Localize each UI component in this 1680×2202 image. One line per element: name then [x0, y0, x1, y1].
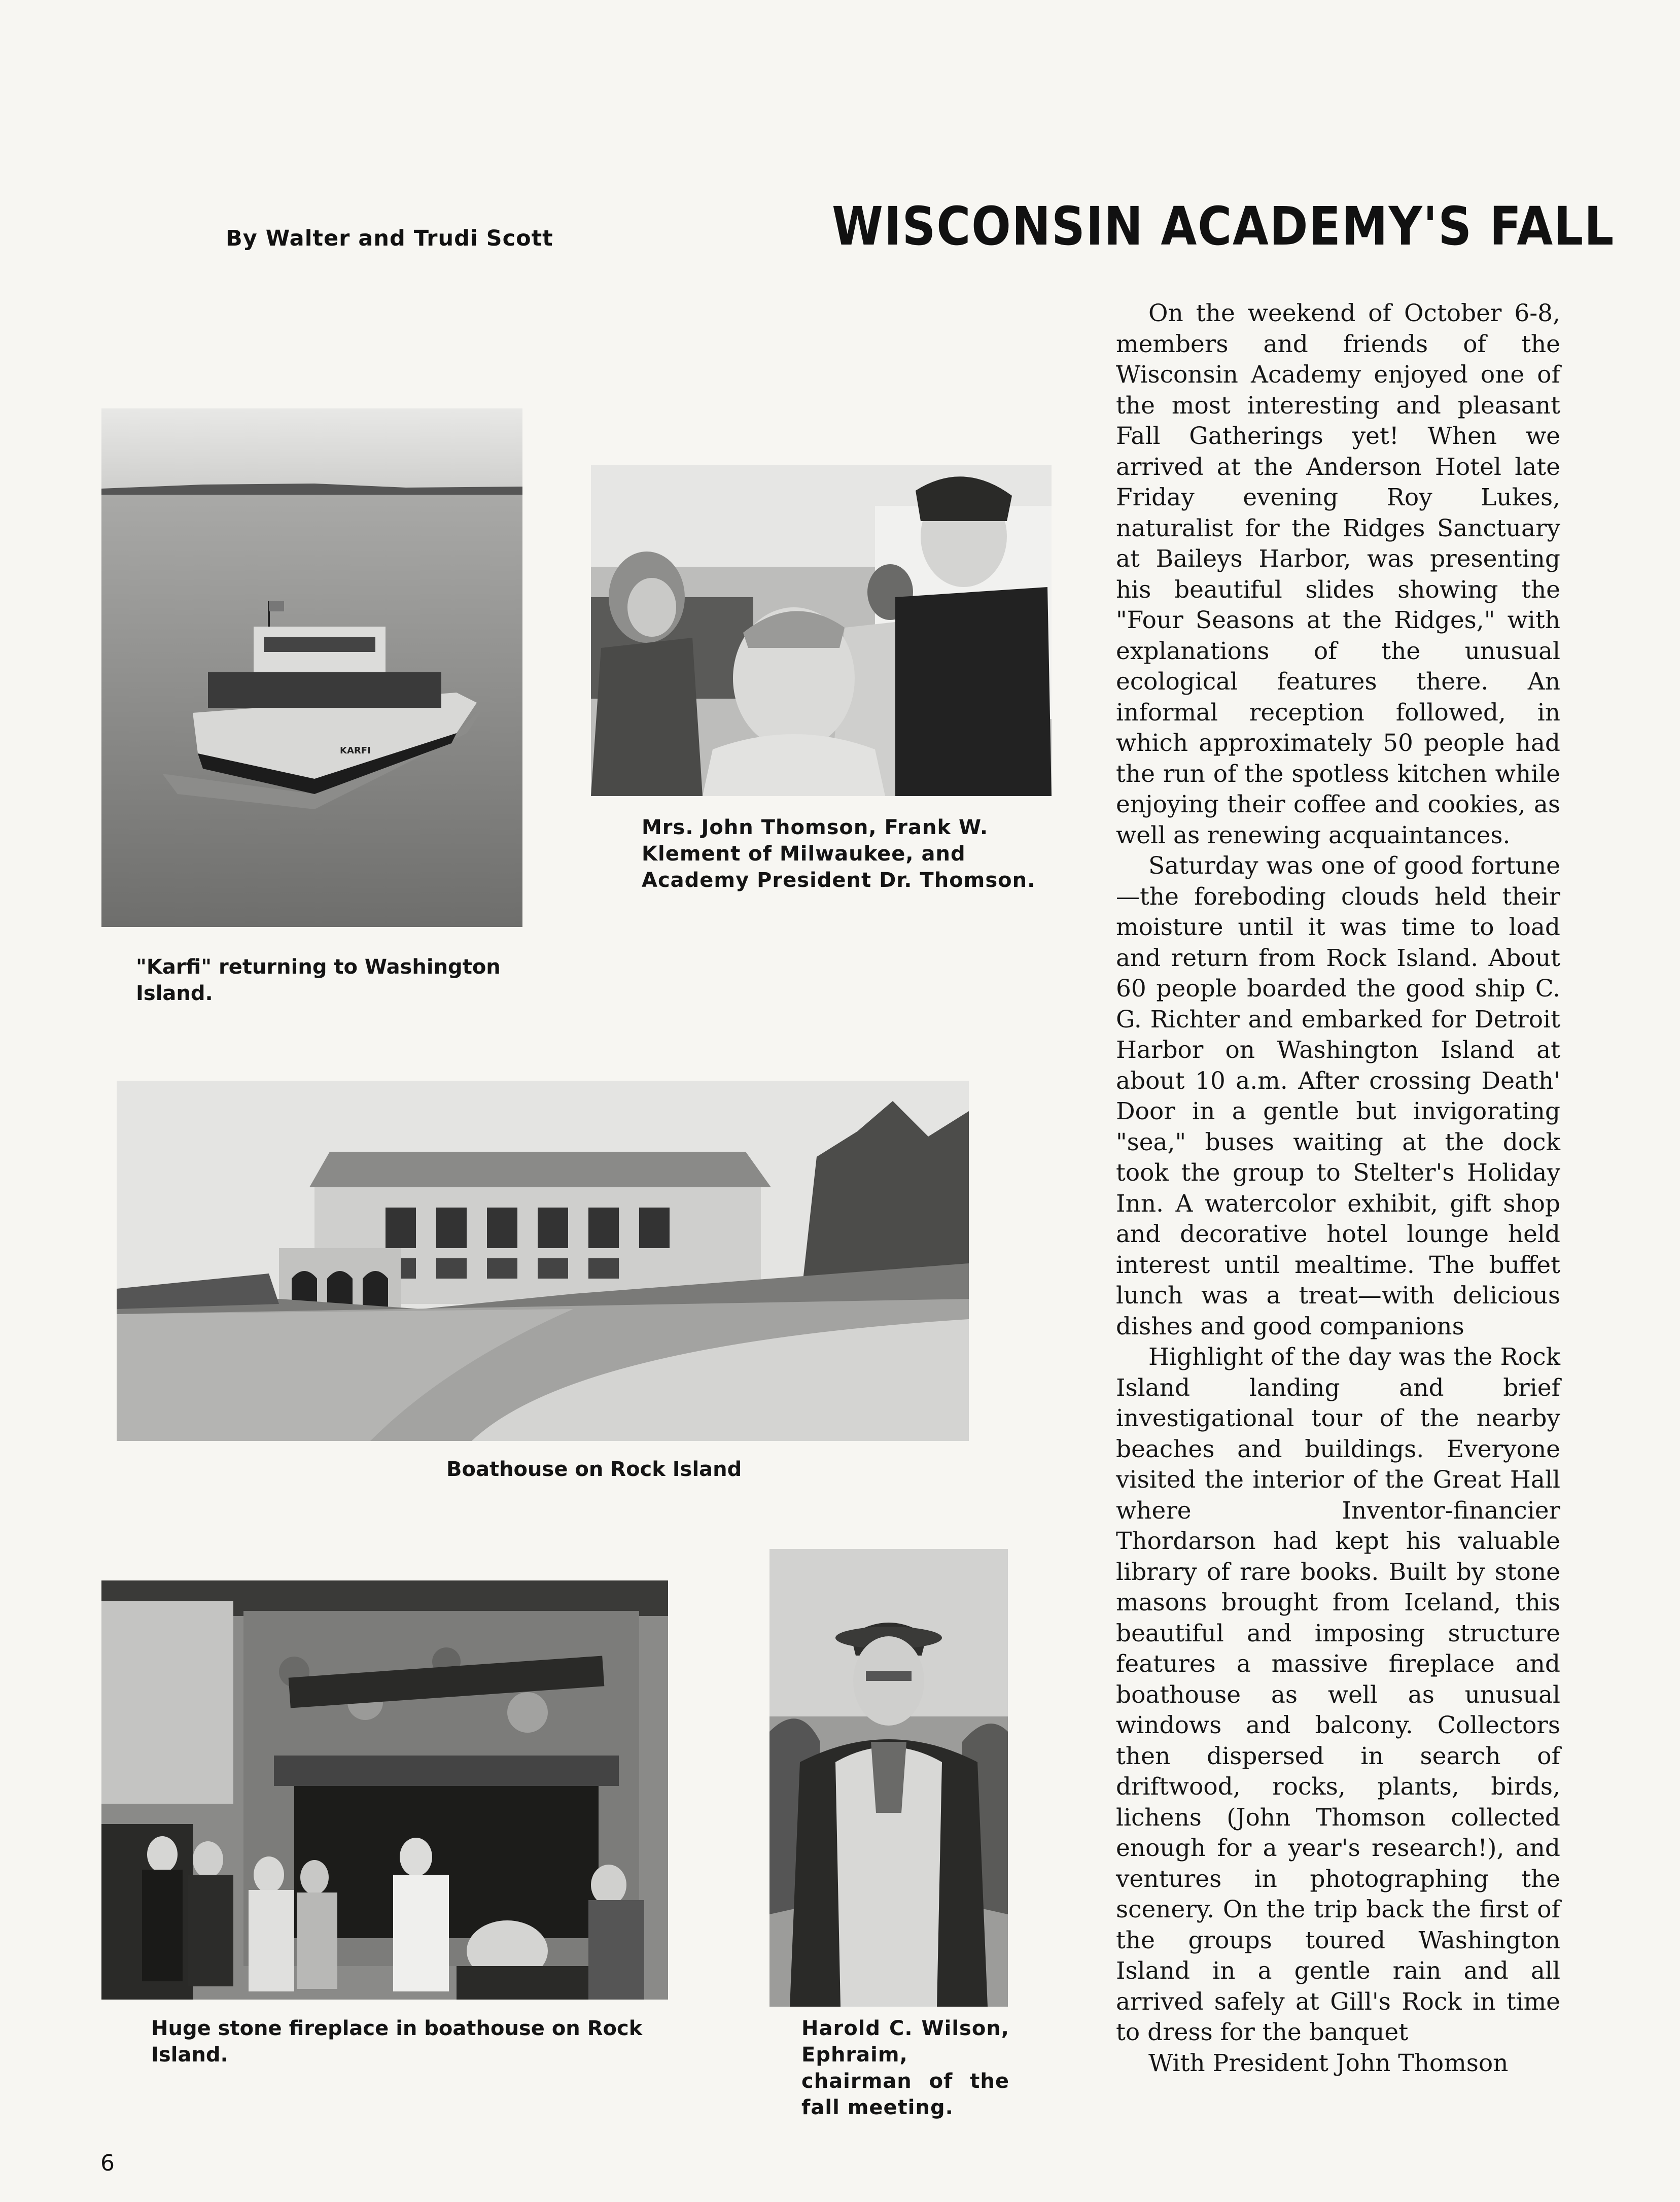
- byline: By Walter and Trudi Scott: [226, 226, 553, 251]
- article-paragraph: With President John Thomson: [1148, 2049, 1509, 2077]
- caption-karfi: "Karfi" returning to Washington Island.: [136, 955, 501, 1005]
- photo-boathouse: [117, 1081, 969, 1441]
- photo-group-portrait: [591, 465, 1052, 796]
- article-paragraph: Highlight of the day was the Rock Island landing and brief investigational tour of the nearby beaches and buildings. Everyone visited the interior of the Great Hall where Inventor-financier Thordarson had kept his valuable library of rare books. Built by stone masons brought from Iceland, this beautiful and imposing structure features a massive fireplace and boathouse as well as unusual windows and balcony. Collectors then dispersed in search of driftwood, rocks, plants, birds, lichens (John Thomson collected enough for a year's research!), and ventures in photographing the scenery. On the trip back the first of the groups toured Washington Island in a gentle rain and all arrived safely at Gill's Rock in time to dress for the banquet: [1116, 1343, 1560, 2046]
- caption-fireplace: Huge stone fireplace in boathouse on Rock Island.: [151, 2017, 643, 2067]
- article-paragraph: On the weekend of October 6-8, members and friends of the Wisconsin Academy enjoyed one of the most interesting and pleasant Fall Gatherings yet! When we arrived at the Anderson Hotel late Friday evening Roy Lukes, naturalist for the Ridges Sanctuary at Baileys Harbor, was presenting his beautiful slides showing the "Four Seasons at the Ridges," with explanations of the unusual ecological features there. An informal reception followed, in which approximately 50 people had the run of the spotless kitchen while enjoying their coffee and cookies, as well as renewing acquaintances.: [1116, 299, 1560, 849]
- photo-harold-wilson: [769, 1549, 1008, 2007]
- caption-boathouse: Boathouse on Rock Island: [446, 1458, 742, 1481]
- photo-karfi-boat: [101, 408, 522, 927]
- page-number: 6: [100, 2150, 115, 2176]
- article-title: WISCONSIN ACADEMY'S FALL: [832, 195, 1615, 257]
- caption-wilson: Harold C. Wilson, Ephraim, chairman of the fall meeting.: [801, 2017, 1009, 2119]
- photo-fireplace: [101, 1580, 668, 2000]
- article-paragraph: Saturday was one of good fortune—the foreboding clouds held their moisture until it was time to load and return from Rock Island. About 60 people boarded the good ship C. G. Richter and embarked for Detroit Harbor on Washington Island at about 10 a.m. After crossing Death' Door in a gentle but invigorating "sea," buses waiting at the dock took the group to Stelter's Holiday Inn. A watercolor exhibit, gift shop and decorative hotel lounge held interest until mealtime. The buffet lunch was a treat—with delicious dishes and good companions: [1116, 852, 1560, 1340]
- article-body: [1116, 298, 1560, 2079]
- boat-name-label: KARFI: [340, 745, 371, 756]
- caption-group: Mrs. John Thomson, Frank W. Klement of Milwaukee, and Academy President Dr. Thomson.: [642, 816, 1036, 892]
